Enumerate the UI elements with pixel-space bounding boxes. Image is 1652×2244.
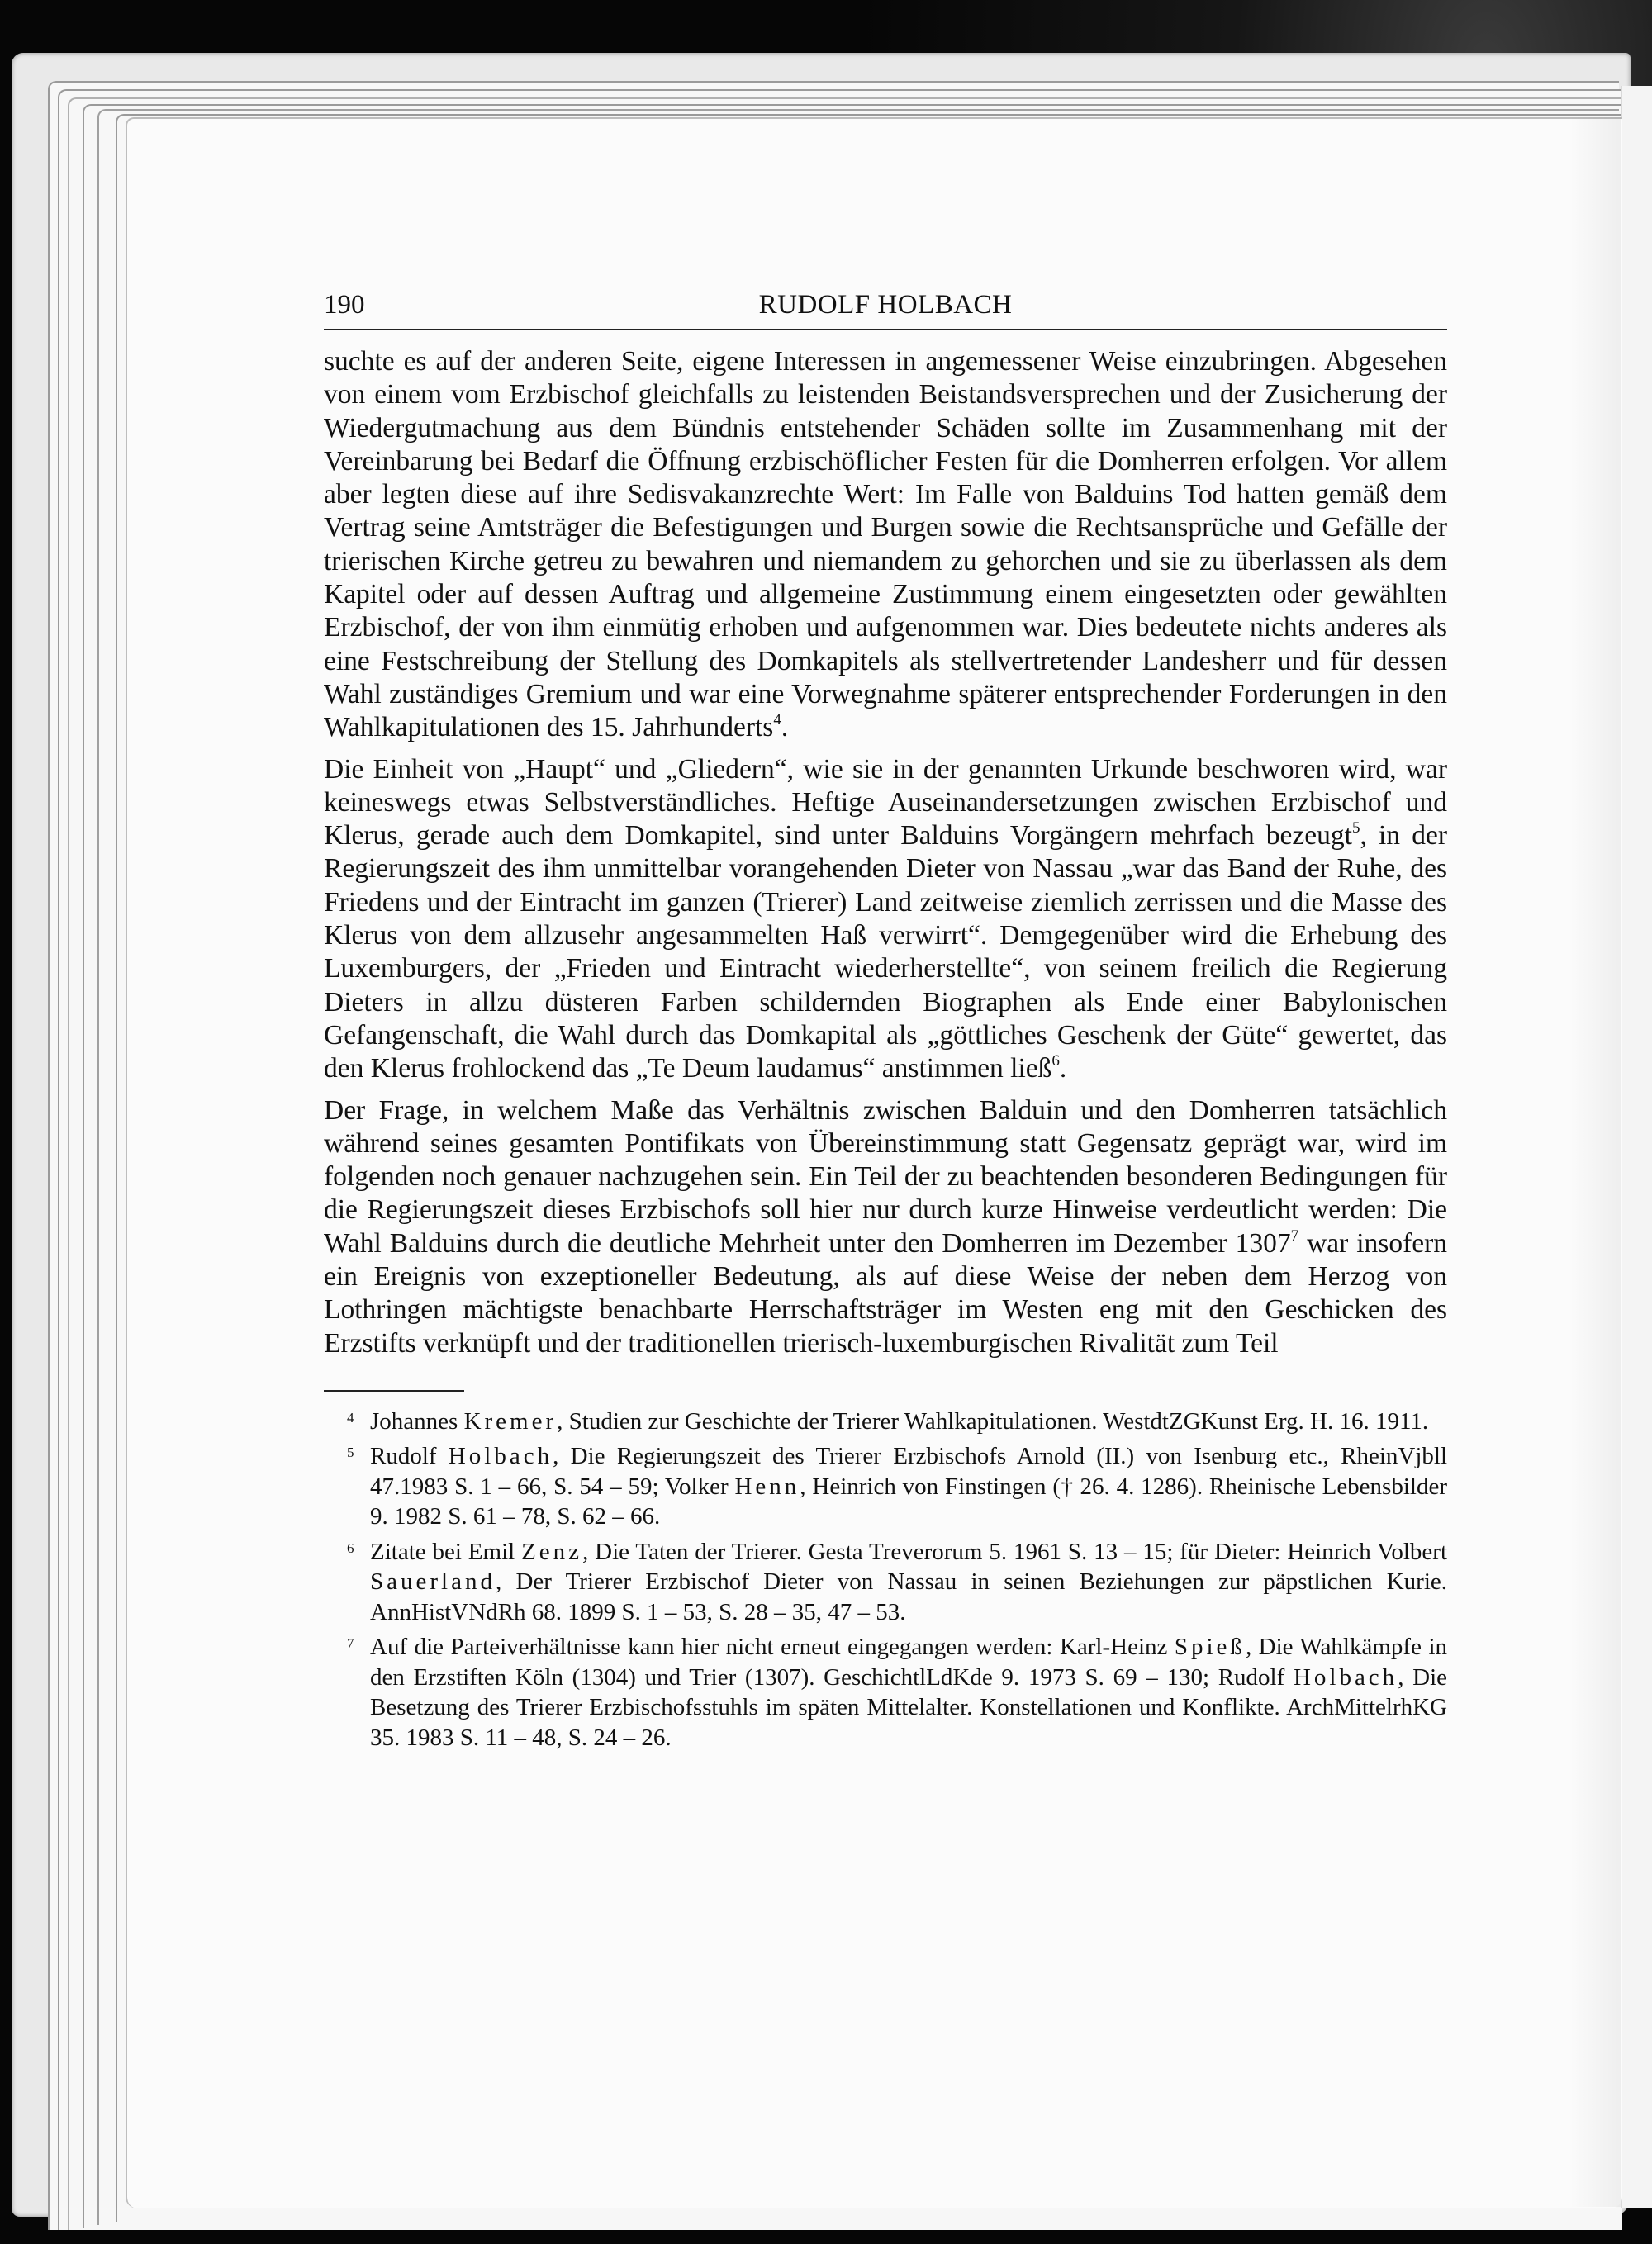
footnote-reference: 6 (1051, 1052, 1060, 1070)
text-block (324, 273, 1447, 1758)
text-run: . (781, 712, 789, 743)
footnote-number: 5 (347, 1445, 354, 1461)
footnotes (324, 1407, 1447, 1753)
author-surname: Holbach (448, 1443, 553, 1470)
footnote-rule (324, 1390, 464, 1392)
author-surname: Holbach (1293, 1663, 1398, 1691)
facing-page-edge (1621, 86, 1652, 2208)
footnote-reference: 7 (1290, 1226, 1299, 1245)
text-run: . (1059, 1053, 1067, 1084)
footnote-number: 4 (347, 1409, 354, 1426)
text-run: suchte es auf der anderen Seite, eigene Interessen in angemessener Weise einzubringen. Abgesehen von einem vom Erzbischof gleichfalls zu leistenden Beistandsversprechen und der Zusicherung der Wiedergutmachung aus dem Bündnis entstehender Schäden sollte im Zusammenhang mit der Vereinbarung bei Bedarf die Öffnung erzbischöflicher Festen für die Domherren erfolgen. Vor allem aber legten diese auf ihre Sedisvakanzrechte Wert: Im Falle von Balduins Tod hatten gemäß dem Vertrag seine Amtsträger die Befestigungen und Burgen sowie die Rechtsansprüche und Gefälle der trierischen Kirche getreu zu bewahren und niemandem zu gehorchen und sie zu überlassen als dem Kapitel oder auf dessen Auftrag und allgemeine Zustimmung einem eingesetzten oder gewählten Erzbischof, der von ihm einmütig erhoben und aufgenommen war. Dies bedeutete nichts anderes als eine Festschreibung der Stellung des Domkapitels als stellvertretender Landesherr und für dessen Wahl zuständiges Gremium und war eine Vorwegnahme späterer entsprechender Forderungen in den Wahlkapitulationen des 15. Jahrhunderts (324, 346, 1447, 743)
author-surname: Spieß (1174, 1634, 1246, 1661)
text-run: Die Einheit von „Haupt“ und „Gliedern“, wie sie in der genannten Urkunde beschworen wird, war keineswegs etwas Selbstverständliches. Heftige Auseinandersetzungen zwischen Erzbischof und Klerus, gerade auch dem Domkapitel, sind unter Balduins Vorgängern mehrfach bezeugt (324, 753, 1447, 852)
text-run: , Die Besetzung des Trierer Erzbischofsstuhls im späten Mittelalter. Konstellationen und Konflikte. ArchMittelrhKG 35. 1983 S. 11 – 48, S. 24 – 26. (370, 1663, 1447, 1751)
text-run: Rudolf (370, 1443, 449, 1470)
page-number: 190 (324, 290, 365, 320)
text-run: , Die Regierungszeit des Trierer Erzbischofs Arnold (II.) von Isenburg etc., RheinVjbll 47.1983 S. 1 – 66, S. 54 – 59; Volker (370, 1443, 1447, 1500)
text-run: , Studien zur Geschichte der Trierer Wahlkapitulationen. WestdtZGKunst Erg. H. 16. 1911. (557, 1407, 1429, 1435)
text-run: war insofern ein Ereignis von exzeptioneller Bedeutung, als auf diese Weise der neben dem Herzog von Lothringen mächtigste benachbarte Herrschaftsträger im Westen eng mit den Geschicken des Erzstifts verknüpft und der traditionellen trierisch-luxemburgischen Rivalität zum Teil (324, 1227, 1447, 1359)
footnote (324, 1632, 1447, 1753)
author-surname: Kremer (463, 1407, 558, 1435)
body-paragraph (324, 1094, 1447, 1360)
text-run: Auf die Parteiverhältnisse kann hier nicht erneut eingegangen werden: Karl-Heinz (370, 1634, 1175, 1661)
footnote-reference: 4 (773, 711, 781, 729)
body-text (324, 345, 1447, 1360)
footnote (324, 1407, 1447, 1437)
author-surname: Zenz (521, 1538, 583, 1565)
text-run: , Der Trierer Erzbischof Dieter von Nassau in seinen Beziehungen zur päpstlichen Kurie. AnnHistVNdRh 68. 1899 S. 1 – 53, S. 28 – 35, 47 – 53. (370, 1568, 1447, 1625)
body-paragraph (324, 753, 1447, 1086)
body-paragraph (324, 345, 1447, 745)
text-run: , Die Taten der Trierer. Gesta Treverorum 5. 1961 S. 13 – 15; für Dieter: Heinrich Volbert (582, 1538, 1447, 1565)
footnote (324, 1537, 1447, 1628)
text-run: Der Frage, in welchem Maße das Verhältnis zwischen Balduin und den Domherren tatsächlich während seines gesamten Pontifikats von Übereinstimmung statt Gegensatz geprägt war, wird im folgenden noch genauer nachzugehen sein. Ein Teil der zu beachtenden besonderen Bedingungen für die Regierungszeit dieses Erzbischofs soll hier nur durch kurze Hinweise verdeutlicht werden: Die Wahl Balduins durch die deutliche Mehrheit unter den Domherren im Dezember 1307 (324, 1094, 1447, 1259)
author-surname: Henn (734, 1473, 800, 1500)
text-run: Zitate bei Emil (370, 1538, 522, 1565)
author-surname: Sauerland (370, 1568, 496, 1596)
running-title: RUDOLF HOLBACH (758, 290, 1013, 320)
footnote-number: 7 (347, 1635, 354, 1652)
text-run: Johannes (370, 1407, 464, 1435)
footnote (324, 1441, 1447, 1532)
footnote-reference: 5 (1351, 819, 1360, 837)
running-head (324, 273, 1447, 324)
footnote-number: 6 (347, 1539, 354, 1556)
text-run: , Die Wahlkämpfe in den Erzstiften Köln (1304) und Trier (1307). GeschichtlLdKde 9. 1973 S. 69 – 130; Rudolf (370, 1634, 1447, 1691)
text-run: , Heinrich von Finstingen († 26. 4. 1286). Rheinische Lebensbilder 9. 1982 S. 61 – 78, S. 62 – 66. (370, 1473, 1447, 1530)
gutter-shadow (1569, 117, 1621, 2207)
text-run: , in der Regierungszeit des ihm unmittelbar vorangehenden Dieter von Nassau „war das Band der Ruhe, des Friedens und der Eintracht im ganzen (Trierer) Land zeitweise ziemlich zerrissen und die Masse des Klerus von dem allzusehr angesammelten Haß verwirrt“. Demgegenüber wird die Erhebung des Luxemburgers, der „Frieden und Eintracht wiederherstellte“, von seinem freilich die Regierung Dieters in allzu düsteren Farben schildernden Biographen als Ende einer Babylonischen Gefangenschaft, die Wahl durch das Domkapital als „göttliches Geschenk der Güte“ gewertet, das den Klerus frohlockend das „Te Deum laudamus“ anstimmen ließ (324, 820, 1447, 1084)
